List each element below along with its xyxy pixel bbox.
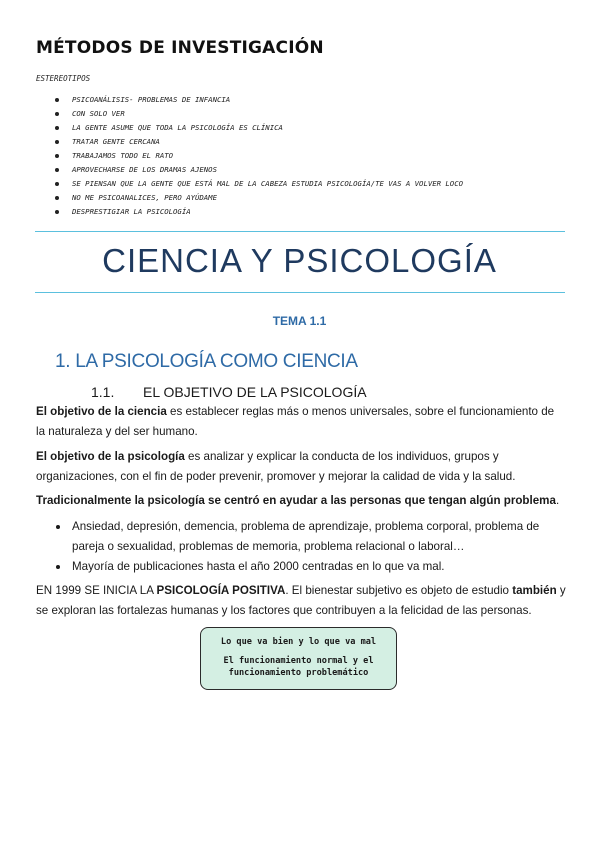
list-item: Ansiedad, depresión, demencia, problema de aprendizaje, problema corporal, problema de pareja o sexualidad, problemas de memoria, problema relacional o laboral… bbox=[52, 517, 564, 557]
document-title: MÉTODOS DE INVESTIGACIÓN bbox=[36, 38, 324, 58]
paragraph-science-objective bbox=[36, 402, 566, 442]
stereotypes-label: ESTEREOTIPOS bbox=[36, 74, 91, 83]
title-rule-top bbox=[35, 231, 565, 232]
paragraph-traditional-focus bbox=[36, 491, 566, 511]
note-line-1: Lo que va bien y lo que va mal bbox=[220, 637, 377, 647]
stereotype-item: CON SOLO VER bbox=[52, 107, 463, 121]
stereotype-item: PSICOANÁLISIS- PROBLEMAS DE INFANCIA bbox=[52, 93, 463, 107]
note-line-2: El funcionamiento normal y el funcionamiento problemático bbox=[223, 656, 374, 678]
paragraph-text: es analizar y explicar la conducta de los individuos, grupos y organizaciones, con el fin de poder prevenir, promover y mejorar la calidad de vida y la salud. bbox=[36, 450, 516, 483]
paragraph-bold: Tradicionalmente la psicología se centró en ayudar a las personas que tengan algún problema bbox=[36, 494, 556, 507]
paragraph-bold: PSICOLOGÍA POSITIVA bbox=[156, 584, 286, 597]
title-rule-bottom bbox=[35, 292, 565, 293]
stereotype-item: SE PIENSAN QUE LA GENTE QUE ESTÁ MAL DE LA CABEZA ESTUDIA PSICOLOGÍA/TE VAS A VOLVER LOCO bbox=[52, 177, 463, 191]
paragraph-bold: también bbox=[512, 584, 557, 597]
problems-list bbox=[52, 517, 564, 577]
stereotype-item: APROVECHARSE DE LOS DRAMAS AJENOS bbox=[52, 163, 463, 177]
stereotypes-list bbox=[52, 93, 463, 219]
paragraph-text: . bbox=[555, 494, 560, 507]
paragraph-bold: El objetivo de la ciencia bbox=[36, 405, 167, 418]
stereotype-item: TRABAJAMOS TODO EL RATO bbox=[52, 149, 463, 163]
stereotype-item: TRATAR GENTE CERCANA bbox=[52, 135, 463, 149]
paragraph-text: . El bienestar subjetivo es objeto de estudio bbox=[285, 584, 513, 597]
subsection-title: EL OBJETIVO DE LA PSICOLOGÍA bbox=[143, 384, 367, 400]
stereotype-item: DESPRESTIGIAR LA PSICOLOGÍA bbox=[52, 205, 463, 219]
note-box bbox=[200, 627, 397, 690]
paragraph-positive-psychology bbox=[36, 581, 566, 621]
stereotype-item: LA GENTE ASUME QUE TODA LA PSICOLOGÍA ES CLÍNICA bbox=[52, 121, 463, 135]
paragraph-text: es establecer reglas más o menos universales, sobre el funcionamiento de la naturaleza y del ser humano. bbox=[36, 405, 555, 438]
tema-label: TEMA 1.1 bbox=[272, 314, 327, 328]
paragraph-bold: El objetivo de la psicología bbox=[36, 450, 185, 463]
section-heading: 1. LA PSICOLOGÍA COMO CIENCIA bbox=[55, 351, 358, 372]
paragraph-text: EN 1999 SE INICIA LA bbox=[36, 584, 157, 597]
main-title: CIENCIA Y PSICOLOGÍA bbox=[102, 242, 497, 279]
subsection-heading bbox=[91, 384, 367, 400]
subsection-number: 1.1. bbox=[91, 384, 115, 400]
stereotype-item: NO ME PSICOANALICES, PERO AYÚDAME bbox=[52, 191, 463, 205]
paragraph-psychology-objective bbox=[36, 447, 566, 487]
paragraph-text: y se exploran las fortalezas humanas y los factores que contribuyen a la felicidad de las personas. bbox=[36, 584, 566, 617]
list-item: Mayoría de publicaciones hasta el año 2000 centradas en lo que va mal. bbox=[52, 557, 564, 577]
